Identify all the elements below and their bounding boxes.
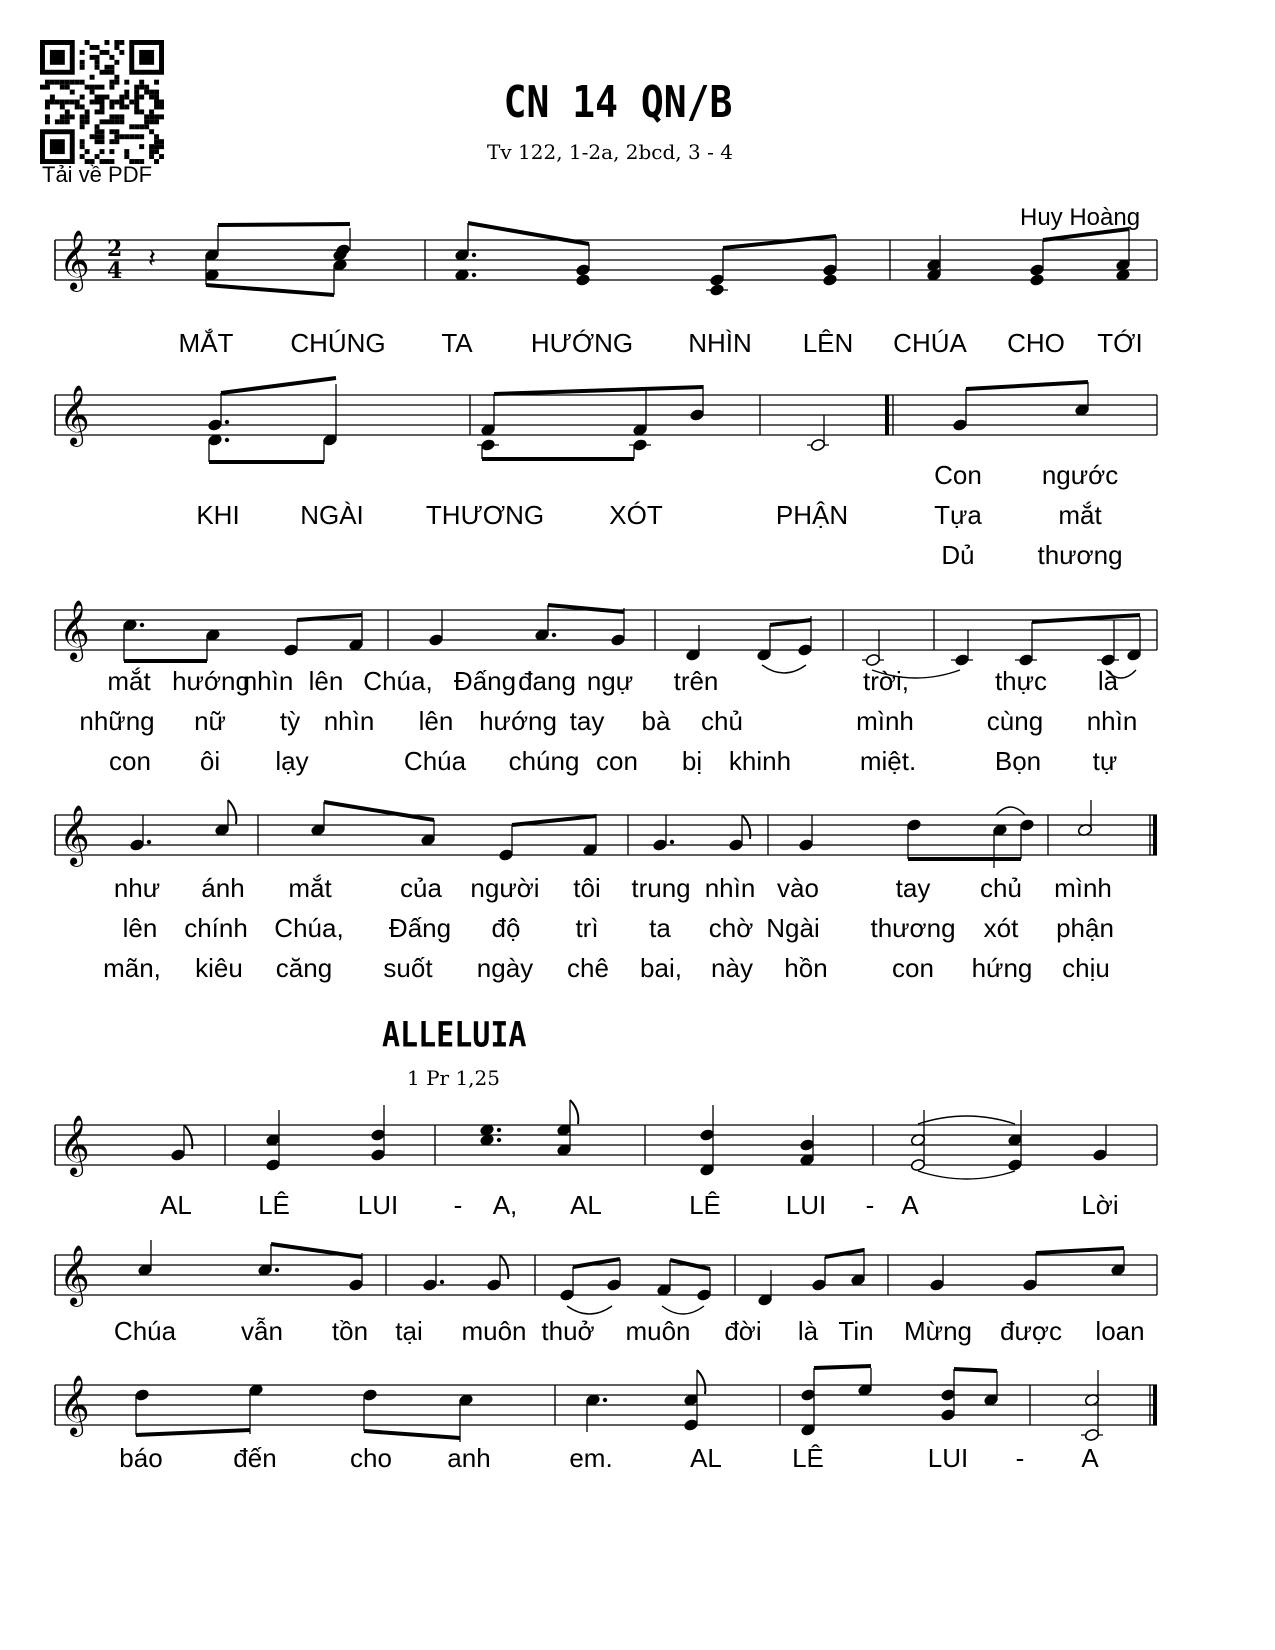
lyric-syllable: A xyxy=(1081,1443,1099,1473)
lyric-syllable: A xyxy=(901,1190,919,1220)
beam xyxy=(494,387,703,394)
treble-clef-icon: 𝄞 xyxy=(59,230,90,290)
lyric-syllable: - xyxy=(865,1190,875,1220)
beam xyxy=(814,1366,871,1368)
note-head xyxy=(822,273,837,286)
lyric-syllable: hồn xyxy=(784,953,828,983)
lyric-syllable: chủ xyxy=(980,873,1022,903)
treble-clef-icon: 𝄞 xyxy=(59,600,90,660)
lyric-syllable: Tựa xyxy=(934,500,982,530)
lyric-syllable: MẮT xyxy=(178,328,234,358)
download-pdf-link[interactable] xyxy=(38,38,168,198)
lyric-syllable: loan xyxy=(1095,1316,1145,1346)
lyric-syllable: nhìn xyxy=(323,706,375,736)
beam xyxy=(1043,229,1129,240)
lyric-syllable: đang xyxy=(518,666,576,696)
lyric-syllable: Mừng xyxy=(904,1316,972,1346)
alleluia-reference: 1 Pr 1,25 xyxy=(407,1066,500,1090)
staff-system-5 xyxy=(0,1085,1275,1205)
lyric-syllable: là xyxy=(1097,666,1119,696)
beam xyxy=(136,1430,250,1435)
lyric-syllable: Ngài xyxy=(766,913,820,943)
lyric-syllable: căng xyxy=(275,953,333,983)
lyric-syllable: vẫn xyxy=(241,1316,283,1346)
tie xyxy=(662,1306,704,1314)
lyric-syllable: đến xyxy=(233,1443,277,1473)
flag xyxy=(697,1370,705,1394)
lyric-syllable: tự xyxy=(1092,746,1118,776)
lyric-syllable: tại xyxy=(395,1316,423,1346)
lyric-syllable: chính xyxy=(184,913,248,943)
lyric-syllable: mắt xyxy=(107,666,151,696)
page-title: CN 14 QN/B xyxy=(503,76,733,128)
lyric-syllable: báo xyxy=(119,1443,163,1473)
lyric-syllable: tay xyxy=(895,873,931,903)
lyric-syllable: suốt xyxy=(383,953,433,983)
lyric-syllable: bai, xyxy=(640,953,682,983)
lyric-syllable: nhìn xyxy=(1086,706,1138,736)
lyric-syllable: Chúa xyxy=(403,746,467,776)
lyric-syllable: ta xyxy=(649,913,671,943)
staff-system-1 xyxy=(0,200,1275,320)
beam xyxy=(573,1259,620,1267)
lyric-syllable: hướng xyxy=(479,706,557,736)
lyric-syllable: LÊ xyxy=(689,1190,721,1220)
lyric-syllable: bà xyxy=(641,706,671,736)
lyric-syllable: HƯỚNG xyxy=(530,328,634,358)
lyric-syllable: lên xyxy=(308,666,344,696)
lyric-syllable: con xyxy=(596,746,638,776)
lyric-syllable: như xyxy=(113,873,161,903)
lyric-syllable: tay xyxy=(569,706,605,736)
lyric-syllable: được xyxy=(1000,1316,1062,1346)
lyric-syllable: trung xyxy=(631,873,691,903)
lyric-syllable: mãn, xyxy=(103,953,161,983)
dot xyxy=(552,633,556,637)
final-barline xyxy=(1153,1385,1157,1425)
lyric-syllable: ngự xyxy=(586,666,634,696)
lyric-syllable: TỚI xyxy=(1097,328,1143,358)
beam xyxy=(548,605,624,612)
lyric-syllable: - xyxy=(1015,1443,1025,1473)
lyric-syllable: thuở xyxy=(541,1316,595,1346)
lyric-syllable: em. xyxy=(569,1443,613,1473)
download-pdf-label: Tải về PDF xyxy=(42,162,153,187)
dot xyxy=(147,840,151,844)
lyric-syllable: muôn xyxy=(461,1316,527,1346)
lyric-syllable: ngước xyxy=(1041,460,1119,490)
lyric-syllable: CHÚNG xyxy=(290,328,386,358)
lyric-syllable: kiêu xyxy=(195,953,243,983)
double-barline xyxy=(885,395,889,435)
dot xyxy=(275,1268,279,1272)
flag xyxy=(228,800,236,824)
lyric-syllable: AL xyxy=(160,1190,192,1220)
page-subtitle: Tv 122, 1-2a, 2bcd, 3 - 4 xyxy=(487,140,733,164)
lyric-syllable: con xyxy=(892,953,934,983)
beam xyxy=(1032,615,1140,622)
treble-clef-icon: 𝄞 xyxy=(59,805,90,865)
lyric-syllable: tồn xyxy=(331,1316,369,1346)
lyric-syllable: Chúa, xyxy=(274,913,344,943)
dot xyxy=(140,623,144,627)
lyric-syllable: AL xyxy=(690,1443,722,1473)
lyric-syllable: Dủ xyxy=(941,540,975,570)
beam xyxy=(364,1431,460,1438)
lyric-syllable: CHÚA xyxy=(893,328,967,358)
lyric-syllable: thực xyxy=(994,666,1048,696)
lyric-syllable: xót xyxy=(983,913,1019,943)
lyric-syllable: lạy xyxy=(275,746,309,776)
lyric-syllable: Lời xyxy=(1081,1190,1119,1220)
lyric-syllable: người xyxy=(470,873,540,903)
lyric-syllable: đời xyxy=(724,1316,762,1346)
note-head xyxy=(575,273,590,286)
lyric-syllable: trên xyxy=(673,666,719,696)
lyric-syllable: mình xyxy=(856,706,914,736)
tie xyxy=(762,665,806,673)
beam xyxy=(512,816,596,825)
lyric-syllable: lên xyxy=(418,706,454,736)
lyric-syllable: nhìn xyxy=(704,873,756,903)
lyric-syllable: là xyxy=(797,1316,819,1346)
lyric-syllable: nữ xyxy=(194,706,226,736)
composer-name: Huy Hoàng xyxy=(1020,204,1141,231)
time-signature-top: 2 xyxy=(107,236,123,262)
lyric-syllable: lên xyxy=(122,913,158,943)
lyric-syllable: tôi xyxy=(573,873,601,903)
dot xyxy=(472,253,476,257)
lyric-syllable: hướng xyxy=(172,666,250,696)
lyric-syllable: LUI xyxy=(785,1190,827,1220)
lyric-syllable: mắt xyxy=(288,873,332,903)
lyric-syllable: anh xyxy=(447,1443,491,1473)
lyric-syllable: A, xyxy=(492,1190,518,1220)
lyric-syllable: ôi xyxy=(199,746,221,776)
beam xyxy=(324,802,434,820)
dot xyxy=(670,840,674,844)
lyric-syllable: XÓT xyxy=(609,500,663,530)
lyric-syllable: ánh xyxy=(201,873,245,903)
lyric-syllable: NGÀI xyxy=(300,500,364,530)
lyric-syllable: trì xyxy=(575,913,599,943)
lyric-syllable: hứng xyxy=(971,953,1033,983)
lyric-syllable: muôn xyxy=(625,1316,691,1346)
lyric-syllable: trời, xyxy=(863,666,909,696)
beam xyxy=(770,620,811,625)
lyric-syllable: AL xyxy=(570,1190,602,1220)
lyric-syllable: cho xyxy=(350,1443,392,1473)
beam xyxy=(723,236,836,248)
dot xyxy=(225,420,229,424)
lyric-syllable: chịu xyxy=(1062,953,1110,983)
quarter-rest-icon: 𝄽 xyxy=(148,244,156,274)
dot xyxy=(497,1138,501,1142)
lyric-syllable: CHO xyxy=(1007,328,1065,358)
lyric-syllable: Chúa xyxy=(113,1316,177,1346)
dot xyxy=(472,273,476,277)
lyric-syllable: Con xyxy=(934,460,982,490)
lyric-syllable: LUI xyxy=(357,1190,399,1220)
lyric-syllable: tỳ xyxy=(279,706,301,736)
beam xyxy=(966,382,1088,389)
lyric-syllable: ngày xyxy=(476,953,534,983)
lyric-syllable: LUI xyxy=(927,1443,969,1473)
beam xyxy=(218,224,350,225)
lyric-syllable: phận xyxy=(1056,913,1114,943)
lyric-syllable: Bọn xyxy=(994,746,1042,776)
tie xyxy=(567,1306,612,1314)
treble-clef-icon: 𝄞 xyxy=(59,385,90,445)
lyric-syllable: khinh xyxy=(728,746,792,776)
final-barline xyxy=(1153,815,1157,855)
treble-clef-icon: 𝄞 xyxy=(59,1245,90,1305)
beam xyxy=(297,615,362,620)
lyric-syllable: THƯƠNG xyxy=(425,500,545,530)
lyric-syllable: con xyxy=(109,746,151,776)
lyric-syllable: chúng xyxy=(508,746,580,776)
lyric-syllable: bị xyxy=(681,746,703,776)
dot xyxy=(225,438,229,442)
lyric-syllable: Chúa, xyxy=(363,666,433,696)
beam xyxy=(825,1250,864,1257)
tie xyxy=(918,1171,1015,1179)
lyric-syllable: TA xyxy=(441,328,473,358)
dot xyxy=(497,1128,501,1132)
tie xyxy=(996,807,1025,815)
lyric-syllable: chủ xyxy=(701,706,743,736)
lyric-syllable: Đấng xyxy=(388,913,452,943)
dot xyxy=(603,1398,607,1402)
note-head xyxy=(709,283,724,296)
lyric-syllable: thương xyxy=(1037,540,1123,570)
lyric-syllable: mình xyxy=(1054,873,1112,903)
lyric-syllable: cùng xyxy=(986,706,1044,736)
lyric-syllable: LÊ xyxy=(792,1443,824,1473)
beam xyxy=(468,223,589,244)
beam xyxy=(221,378,336,393)
lyric-syllable: miệt. xyxy=(859,746,917,776)
lyric-syllable: này xyxy=(711,953,753,983)
lyric-syllable: nhìn xyxy=(242,666,294,696)
lyric-syllable: vào xyxy=(777,873,819,903)
lyric-syllable: - xyxy=(453,1190,463,1220)
staff-system-2 xyxy=(0,355,1275,475)
note-head xyxy=(1029,273,1044,286)
treble-clef-icon: 𝄞 xyxy=(59,1375,90,1435)
lyric-syllable: Tin xyxy=(838,1316,874,1346)
tie xyxy=(918,1116,1015,1124)
lyric-syllable: chê xyxy=(567,953,609,983)
dot xyxy=(440,1280,444,1284)
beam xyxy=(1036,1248,1124,1253)
lyric-syllable: những xyxy=(79,706,155,736)
flag xyxy=(570,1100,578,1124)
alleluia-title: ALLELUIA xyxy=(382,1015,527,1056)
lyric-syllable: thương xyxy=(870,913,956,943)
qr-code-icon xyxy=(40,40,164,164)
time-signature-bottom: 4 xyxy=(107,258,123,284)
lyric-syllable: độ xyxy=(491,913,521,943)
beam xyxy=(206,285,334,295)
lyric-syllable: mắt xyxy=(1058,500,1102,530)
lyric-syllable: của xyxy=(400,873,442,903)
treble-clef-icon: 𝄞 xyxy=(59,1115,90,1175)
lyric-syllable: KHI xyxy=(196,500,240,530)
lyric-syllable: LÊ xyxy=(258,1190,290,1220)
lyric-syllable: LÊN xyxy=(802,328,854,358)
lyric-syllable: chờ xyxy=(708,913,754,943)
beam xyxy=(954,1369,997,1371)
lyric-syllable: Đấng xyxy=(453,666,517,696)
lyric-syllable: PHẬN xyxy=(775,500,849,530)
lyric-syllable: NHÌN xyxy=(688,328,752,358)
